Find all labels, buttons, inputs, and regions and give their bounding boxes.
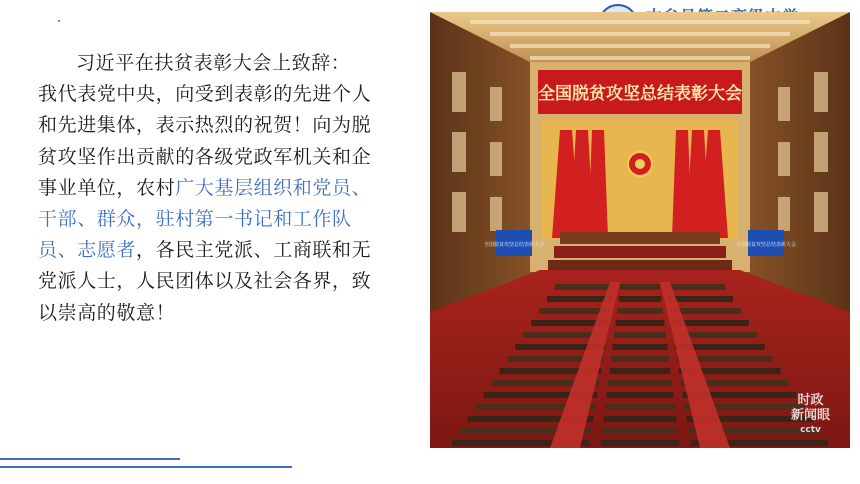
seat-row <box>608 380 672 386</box>
screen-right-text: 全国脱贫攻坚总结表彰大会 <box>735 242 797 248</box>
seat-row <box>619 296 662 302</box>
speech-body-part2: ，各民主党派、工商联和无党派人士，人民团体以及社会各界，致以崇高的敬意！ <box>38 239 372 324</box>
decorative-rule-short <box>0 458 180 460</box>
seat-row <box>665 284 725 290</box>
assembly-hall-illustration <box>430 12 850 448</box>
decorative-dot <box>58 20 60 22</box>
seat-row <box>605 404 675 410</box>
speech-body <box>38 79 388 329</box>
speech-intro: 习近平在扶贫表彰大会上致辞： <box>76 52 351 74</box>
seat-row <box>604 416 677 422</box>
seat-row <box>602 428 678 434</box>
watermark-line-2: 新闻眼 <box>790 408 830 423</box>
watermark-line-3: cctv <box>800 425 821 435</box>
speech-text <box>38 48 388 329</box>
seat-row <box>601 440 680 446</box>
seat-row <box>613 344 668 350</box>
screen-left-text: 全国脱贫攻坚总结表彰大会 <box>483 242 545 248</box>
speech-body-part1: 我代表党中央，向受到表彰的先进个人和先进集体，表示热烈的祝贺！向为脱贫攻坚作出贡献的各级党政军机关和企事业单位，农村 <box>38 83 372 199</box>
seat-row <box>555 284 615 290</box>
hall-banner-text: 全国脱贫攻坚总结表彰大会 <box>538 84 742 104</box>
watermark-line-1: 时政 <box>797 393 824 408</box>
decorative-rule-long <box>0 466 292 468</box>
seat-row <box>614 332 666 338</box>
seat-row <box>610 368 671 374</box>
seat-row <box>616 320 665 326</box>
seat-row <box>620 284 660 290</box>
seat-row <box>607 392 674 398</box>
assembly-hall-photo <box>430 12 850 448</box>
seat-row <box>617 308 663 314</box>
news-watermark <box>791 393 830 438</box>
seat-row <box>611 356 669 362</box>
speech-highlight: 广大基层组织和党员、干部、群众，驻村第一书记和工作队员、志愿者 <box>38 176 372 262</box>
